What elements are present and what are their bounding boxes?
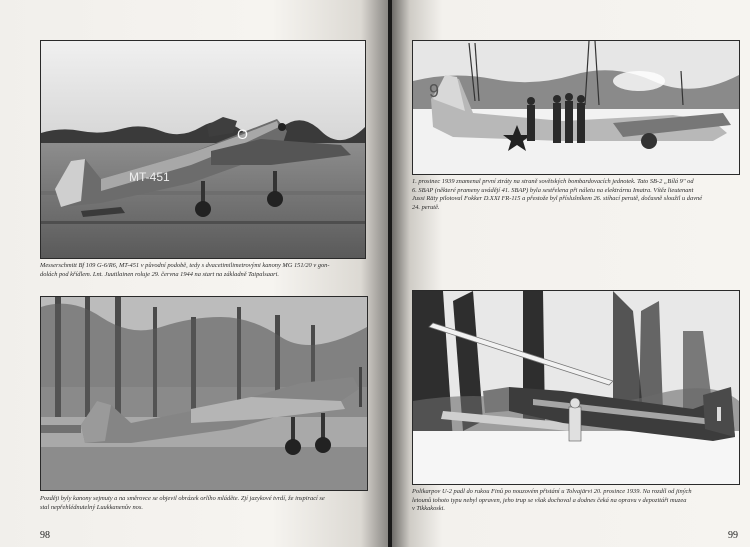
bf109-forest-image bbox=[41, 297, 367, 490]
photo-sb2-wreck bbox=[412, 40, 740, 175]
aircraft-code-mark: MT-451 bbox=[129, 170, 170, 184]
page-number-left: 98 bbox=[40, 530, 50, 541]
photo-bf109-taxiing bbox=[40, 40, 366, 259]
caption-photo-2: Později byly kanony sejmuty a na směrovce se objevil obrázek orlího mláděte. Zjí jazykové tvrdí, že inspirací se stal nepřehlédnutelný Luukkanenův nos. bbox=[40, 495, 325, 511]
caption-photo-3: 1. prosinec 1939 znamenal první ztráty na straně sovětských bombardovacích jednotek. Tato SB-2 „Bílá 9" od 6. SBAP (některé prameny uvádějí 41. SBAP) byla sestřelena při náletu na elektrárnu Imatra. Vítěz lieutenant Jussi Räty pilotoval Fokker D.XXI FR-115 a přestože byl příslušníkem 26. stíhací perutě, dočasně sloužil u davné 24. perutě. bbox=[412, 178, 703, 211]
sb2-wreck-image bbox=[413, 41, 739, 174]
svg-text:9: 9 bbox=[429, 81, 440, 101]
page-number-right: 99 bbox=[728, 530, 738, 541]
bf109-taxiing-image bbox=[41, 41, 365, 258]
svg-text:O: O bbox=[237, 126, 248, 142]
caption-photo-4: Polikarpov U-2 padl do rukou Finů po nouzovém přistání u Tolvajärvi 20. prosince 1939. Na rozdíl od jiných letounů tohoto typu nebyl opraven, jeho trup se však dochoval a dodnes čeká na opravu v depozitáři muzea v Tikkakoski. bbox=[412, 488, 692, 513]
caption-photo-1: Messerschmitt Bf 109 G-6/R6, MT-451 v původní podobě, tedy s dvacetimilimetrovými kanony MG 151/20 v gon- dolách pod křídlem. Lnt. Juutilainen roluje 29. června 1944 na start na základně Taipalsaari. bbox=[40, 262, 330, 278]
right-page bbox=[392, 0, 750, 547]
photo-bf109-forest bbox=[40, 296, 368, 491]
u2-biplane-image bbox=[413, 291, 739, 484]
photo-u2-biplane bbox=[412, 290, 740, 485]
